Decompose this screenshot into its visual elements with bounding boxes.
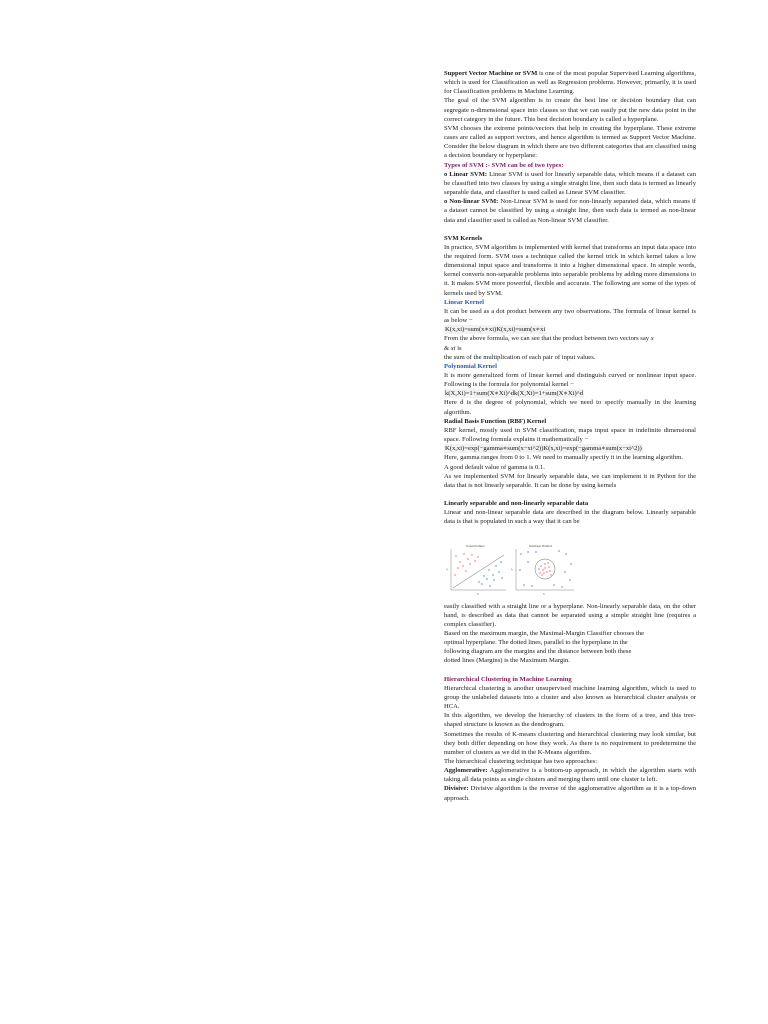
rbf-gamma-paragraph: Here, gamma ranges from 0 to 1. We need to manually specify it in the learning algorithm. (444, 454, 684, 462)
nonlinear-svm-term: o Non-linear SVM: (444, 198, 499, 206)
data-point (474, 560, 476, 562)
data-point (483, 575, 485, 577)
poly-kernel-explanation: Here d is the degree of polynomial, which we need to specify manually in the learning algorithm. (444, 399, 696, 416)
right-x-label: x₁ (543, 592, 546, 595)
data-point (541, 574, 543, 576)
svm-extreme-paragraph: SVM chooses the extreme points/vectors that help in creating the hyperplane. These extreme cases are called as support vectors, and hence algorithm is termed as Support Vector Machine. Consider the below diagram in which there are two different categories that are classified using a decision boundary or hyperplane: (444, 124, 696, 160)
linear-kernel-explanation-text: From the above formula, we can see that the product between two vectors say (444, 335, 651, 343)
data-point (478, 581, 480, 583)
separable-heading: Linearly separable and non-linearly separable data (444, 500, 589, 508)
data-point (523, 584, 525, 586)
data-point (553, 584, 555, 586)
data-point (495, 565, 497, 567)
spacer (444, 527, 696, 536)
poly-kernel-heading: Polynomial Kernel (444, 362, 497, 370)
data-point (477, 556, 479, 558)
data-point (467, 558, 469, 560)
data-point (489, 585, 491, 587)
kernels-heading: SVM Kernels (444, 234, 483, 242)
data-point (459, 561, 461, 563)
svm-term: Support Vector Machine or SVM (444, 70, 538, 77)
data-point (488, 569, 490, 571)
data-point (463, 553, 465, 555)
agglomerative-term: Agglomerative: (444, 767, 488, 775)
nonlinear-svm-text: Non-Linear SVM is used for non-linearly separated data, which means if a dataset cannot be classified by using a straight line, then such data is termed as non-linear data and classifier used is called as Non-linear SVM classifier. (444, 198, 696, 224)
linear-kernel-paragraph: It can be used as a dot product between any two observations. The formula of linear kernel is as below − (444, 307, 696, 325)
data-point (550, 574, 552, 576)
rbf-kernel-formula: K(x,xi)=exp(−gamma∗sum(x−xi^2))K(x,xi)=exp(−gamma∗sum(x−xi^2)) (445, 445, 642, 453)
divisive-paragraph (444, 784, 696, 802)
data-point (492, 574, 494, 576)
data-point (486, 578, 488, 580)
poly-kernel-formula-line (444, 389, 696, 398)
hierarchical-paragraph-4: The hierarchical clustering technique has two approaches: (444, 758, 598, 765)
data-point (493, 579, 495, 581)
left-data-points (454, 553, 503, 587)
data-point (465, 570, 467, 572)
data-point (498, 571, 500, 573)
rbf-python-paragraph: As we implemented SVM for linearly separable data, we can implement it in Python for the data that is not linearly separable. It can be done by using kernels (444, 472, 696, 489)
separability-diagram (444, 542, 580, 598)
data-point (544, 563, 546, 565)
svm-goal-paragraph: The goal of the SVM algorithm is to create the best line or decision boundary that can segregate n-dimensional space into classes so that we can easily put the new data point in the correct category in the future. This best decision boundary is called a hyperplane. (444, 97, 696, 123)
data-point (558, 550, 560, 552)
linear-svm-paragraph (444, 170, 696, 197)
hierarchical-paragraph-3: Sometimes the results of K-means clustering and hierarchical clustering may look similar, but they both differ depending on how they work. As there is no requirement to predetermine the number of clusters as we did in the K-Means algorithm. (444, 730, 696, 756)
data-point (469, 563, 471, 565)
svm-intro-text: is one of the most popular Supervised Learning algorithms, which is used for Classification as well as Regression problems. However, primarily, it is used for Classification problems in Machine Learning. (444, 70, 696, 96)
linear-kernel-explanation-3: the sum of the multiplication of each pair of input values. (444, 353, 596, 361)
variable-xi: xi (450, 344, 456, 352)
data-point (538, 568, 540, 570)
data-point (520, 553, 522, 555)
data-point (471, 554, 473, 556)
data-point (543, 572, 545, 574)
agglomerative-paragraph (444, 766, 696, 784)
data-point (500, 561, 502, 563)
data-point (457, 567, 459, 569)
data-point (546, 571, 548, 573)
types-heading: Types of SVM :- SVM can be of two types: (444, 161, 564, 169)
data-point (455, 555, 457, 557)
data-point (527, 561, 529, 563)
divisive-term: Divisive: (444, 785, 469, 793)
spacer (444, 225, 696, 234)
data-point (454, 574, 456, 576)
data-point (570, 563, 572, 565)
data-point (501, 577, 503, 579)
data-point (540, 565, 542, 567)
data-point (549, 570, 551, 572)
agglomerative-text: Agglomerative is a bottom-up approach, in which the algorithm starts with taking all data points as single clusters and merging them until one cluster is left. (444, 767, 696, 784)
spacer (444, 666, 696, 675)
hierarchical-paragraph-2: In this algorithm, we develop the hierarchy of clusters in the form of a tree, and this tree- shaped structure is known as the dendrogram. (444, 712, 696, 729)
linear-kernel-explanation-2 (444, 344, 696, 353)
linear-kernel-explanation (444, 334, 696, 343)
data-point (527, 551, 529, 553)
nonlinear-svm-paragraph (444, 197, 696, 224)
poly-kernel-paragraph: It is more generalized form of linear kernel and distinguish curved or nonlinear input space. Following is the formula for polynomial kernel − (444, 372, 696, 389)
rbf-kernel-paragraph: RBF kernel, mostly used in SVM classification, maps input space in indefinite dimensional space. Following formula explains it mathematically − (444, 426, 696, 444)
data-point (519, 569, 521, 571)
separating-line (453, 555, 504, 588)
hierarchical-paragraph-1: Hierarchical clustering is another unsupervised machine learning algorithm, which is used to group the unlabeled datasets into a cluster and also known as hierarchical cluster analysis or HCA. (444, 684, 696, 711)
left-y-label: x₂ (446, 567, 449, 571)
mmc-line-1: Based on the maximum margin, the Maximal-Margin Classifier chooses the (444, 629, 645, 637)
is-text: is (455, 344, 462, 352)
separable-after-paragraph: easily classified with a straight line or a hyperplane. Non-linearly separable data, on the other hand, is described as data that cannot be separated using a simple straight line (requires a complex classifier). (444, 602, 696, 628)
linear-kernel-formula: K(x,xi)=sum(x∗xi)K(x,xi)=sum(x∗xi (445, 326, 546, 334)
document-page (444, 69, 696, 803)
data-point (565, 553, 567, 555)
rbf-kernel-formula-line (444, 444, 696, 453)
linear-svm-term: o Linear SVM: (444, 170, 488, 178)
right-y-label: x₂ (511, 567, 514, 571)
variable-x: x (650, 335, 654, 343)
data-point (481, 583, 483, 585)
mmc-line-2: optimal hyperplane. The dotted lines, parallel to the hyperplane in the (444, 639, 628, 647)
hierarchical-heading: Hierarchical Clustering in Machine Learning (444, 675, 572, 683)
spacer (444, 490, 696, 499)
left-panel-title: Linear Problem (466, 543, 485, 548)
rbf-kernel-heading: Radial Basis Function (RBF) Kernel (444, 417, 547, 425)
data-point (547, 562, 549, 564)
data-point (539, 572, 541, 574)
separability-figure (444, 542, 580, 598)
data-point (564, 571, 566, 573)
data-point (544, 567, 546, 569)
kernels-paragraph: In practice, SVM algorithm is implemented with kernel that transforms an input data space into the required form. SVM uses a technique called the kernel trick in which kernel takes a low dimensional input space and transforms it into a higher dimensional space. In simple words, kernel converts non-separable problems into separable problems by adding more dimensions to it. It makes SVM more powerful, flexible and accurate. The following are some of the types of kernels used by SVM. (444, 243, 696, 297)
rbf-default-paragraph: A good default value of gamma is 0.1. (444, 463, 545, 471)
linear-kernel-heading: Linear Kernel (444, 298, 484, 306)
data-point (569, 579, 571, 581)
linear-svm-text: Linear SVM is used for linearly separable data, which means if a dataset can be classified into two classes by using a single straight line, then such data is termed as linearly separable data, and classifier is used called as Linear SVM classifier. (444, 170, 696, 197)
right-data-points (519, 550, 572, 588)
left-x-label: x₁ (477, 592, 480, 595)
data-point (535, 551, 537, 553)
data-point (561, 586, 563, 588)
data-point (548, 566, 550, 568)
linear-kernel-formula-line (444, 325, 696, 334)
separable-paragraph: Linear and non-linear separable data are described in the diagram below. Linearly separable data is that is populated in such a way that it can be (444, 509, 696, 526)
ampersand: & (444, 344, 451, 352)
divisive-text: Divisive algorithm is the reverse of the agglomerative algorithm as it is a top-down approach. (444, 785, 696, 802)
svm-intro-paragraph (444, 69, 696, 96)
data-point (462, 565, 464, 567)
poly-kernel-formula: k(X,Xi)=1+sum(X∗Xi)^dk(X,Xi)=1+sum(X∗Xi)^d (445, 390, 584, 398)
right-panel-title: Nonlinear Problem (529, 543, 553, 548)
mmc-line-4: dotted lines (Margins) is the Maximum Margin. (444, 657, 570, 665)
data-point (531, 585, 533, 587)
data-point (542, 569, 544, 571)
mmc-line-3: following diagram are the margins and the distance between both these (444, 648, 632, 656)
